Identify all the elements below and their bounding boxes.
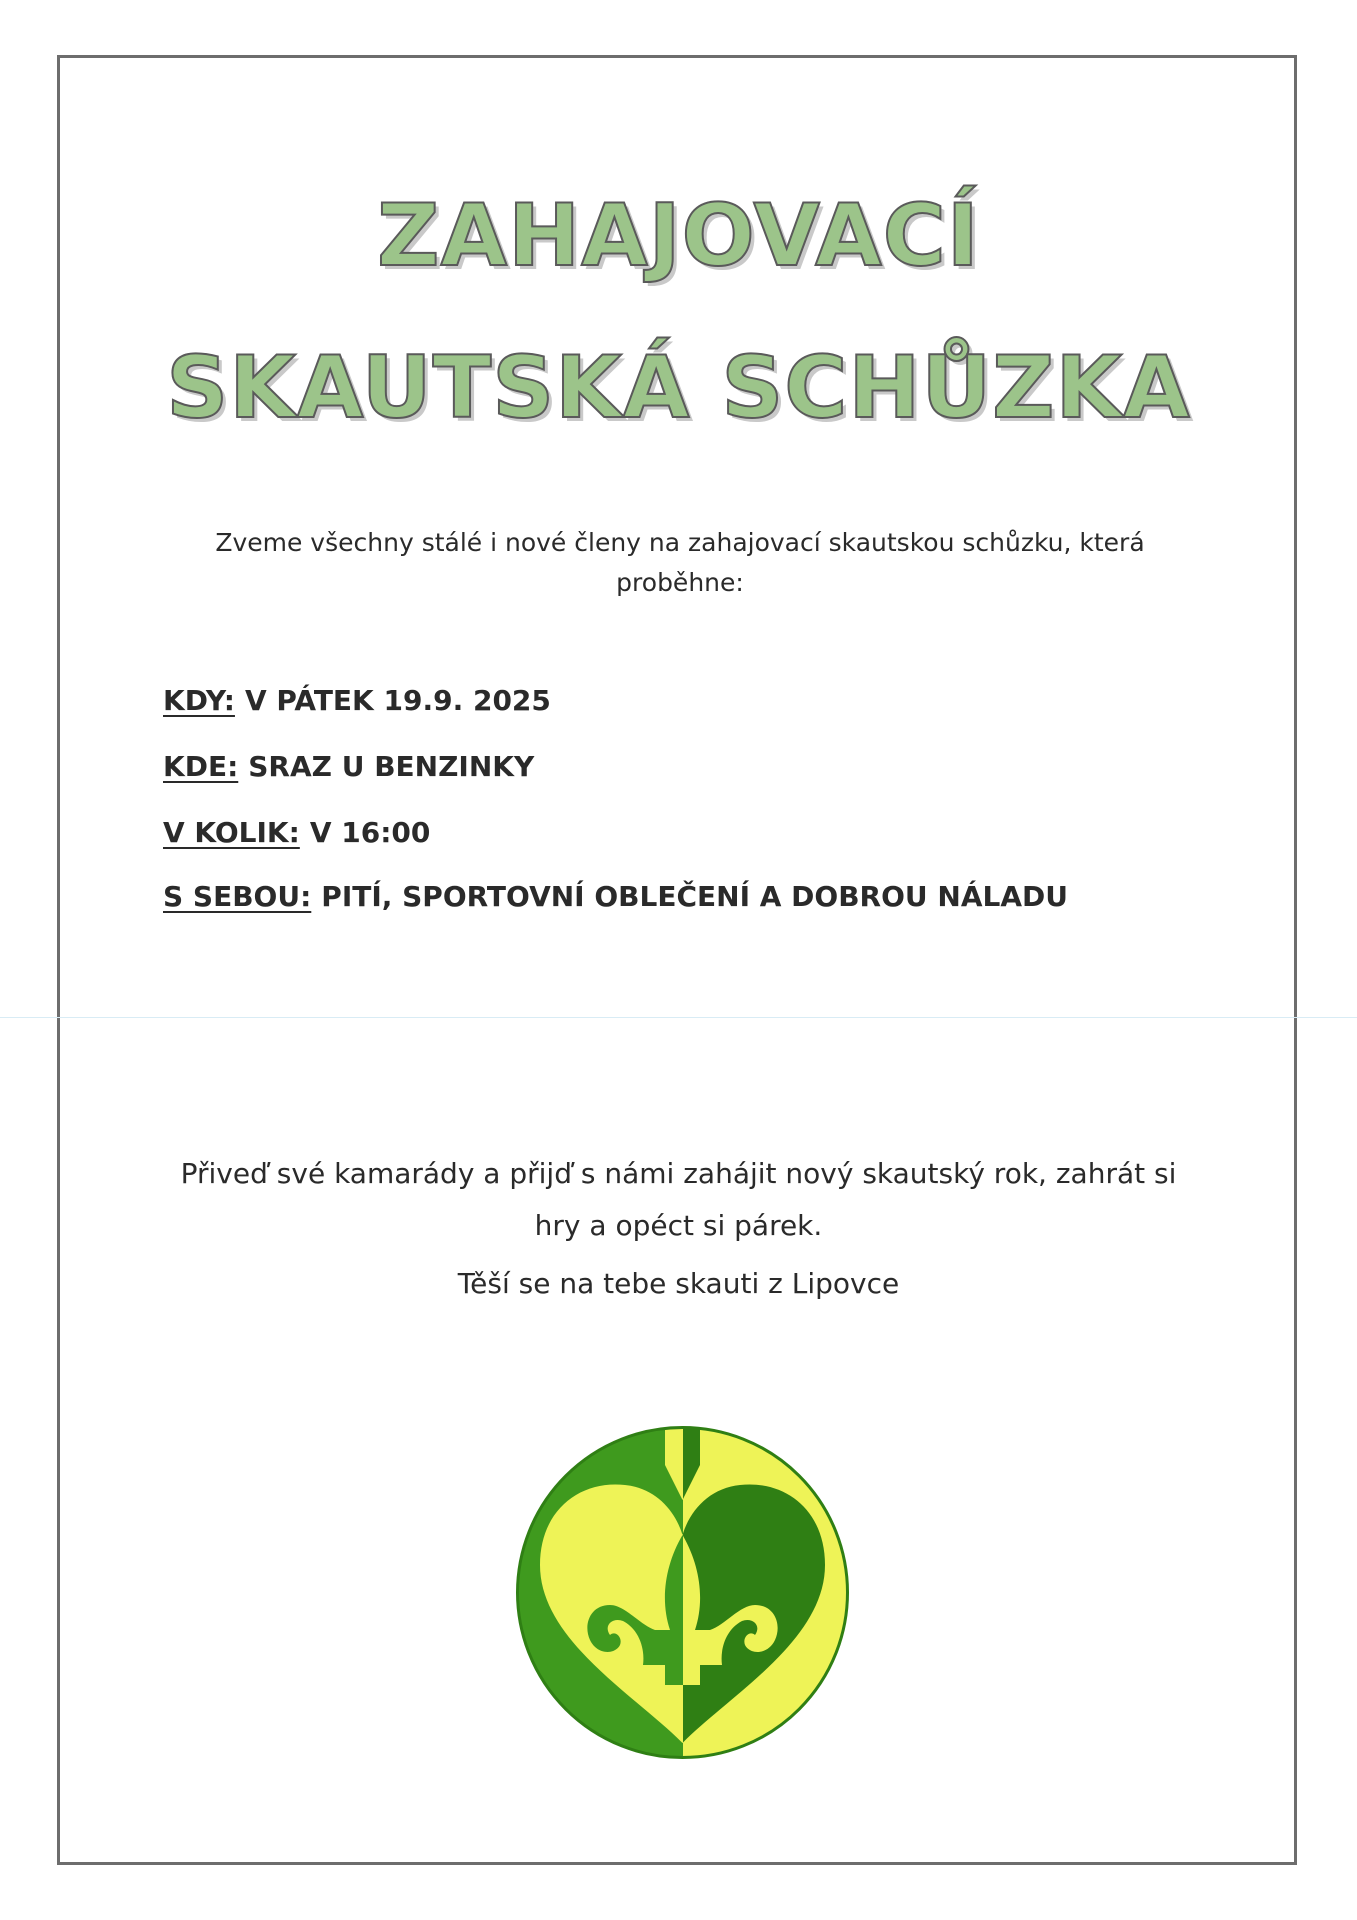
detail-value-time: V 16:00 bbox=[309, 816, 431, 849]
detail-label-time: V KOLIK: bbox=[163, 816, 300, 849]
poster-title-line-1: ZAHAJOVACÍ bbox=[377, 186, 980, 286]
detail-value-bring: PITÍ, SPORTOVNÍ OBLEČENÍ A DOBROU NÁLADU bbox=[321, 880, 1068, 913]
signature-line: Těší se na tebe skauti z Lipovce bbox=[457, 1267, 900, 1300]
closing-line-1: Přiveď své kamarády a přijď s námi zahájit nový skautský rok, zahrát si bbox=[180, 1157, 1177, 1190]
intro-line-1: Zveme všechny stálé i nové členy na zahajovací skautskou schůzku, která bbox=[215, 528, 1145, 557]
poster-title-line-2: SKAUTSKÁ SCHŮZKA bbox=[166, 338, 1191, 438]
closing-line-2: hry a opéct si párek. bbox=[534, 1209, 823, 1242]
detail-label-where: KDE: bbox=[163, 750, 239, 783]
detail-row-time bbox=[163, 816, 430, 849]
paper-fold-line bbox=[0, 1017, 1357, 1018]
detail-row-when bbox=[163, 684, 551, 717]
scout-lily-heart-emblem-icon bbox=[515, 1425, 850, 1760]
detail-row-bring bbox=[163, 880, 1068, 913]
detail-value-where: SRAZ U BENZINKY bbox=[248, 750, 535, 783]
detail-label-bring: S SEBOU: bbox=[163, 880, 312, 913]
detail-row-where bbox=[163, 750, 534, 783]
detail-label-when: KDY: bbox=[163, 684, 235, 717]
closing-message bbox=[150, 1148, 1207, 1252]
intro-line-2: proběhne: bbox=[616, 568, 744, 597]
detail-value-when: V PÁTEK 19.9. 2025 bbox=[244, 684, 551, 717]
invitation-intro bbox=[190, 523, 1170, 603]
